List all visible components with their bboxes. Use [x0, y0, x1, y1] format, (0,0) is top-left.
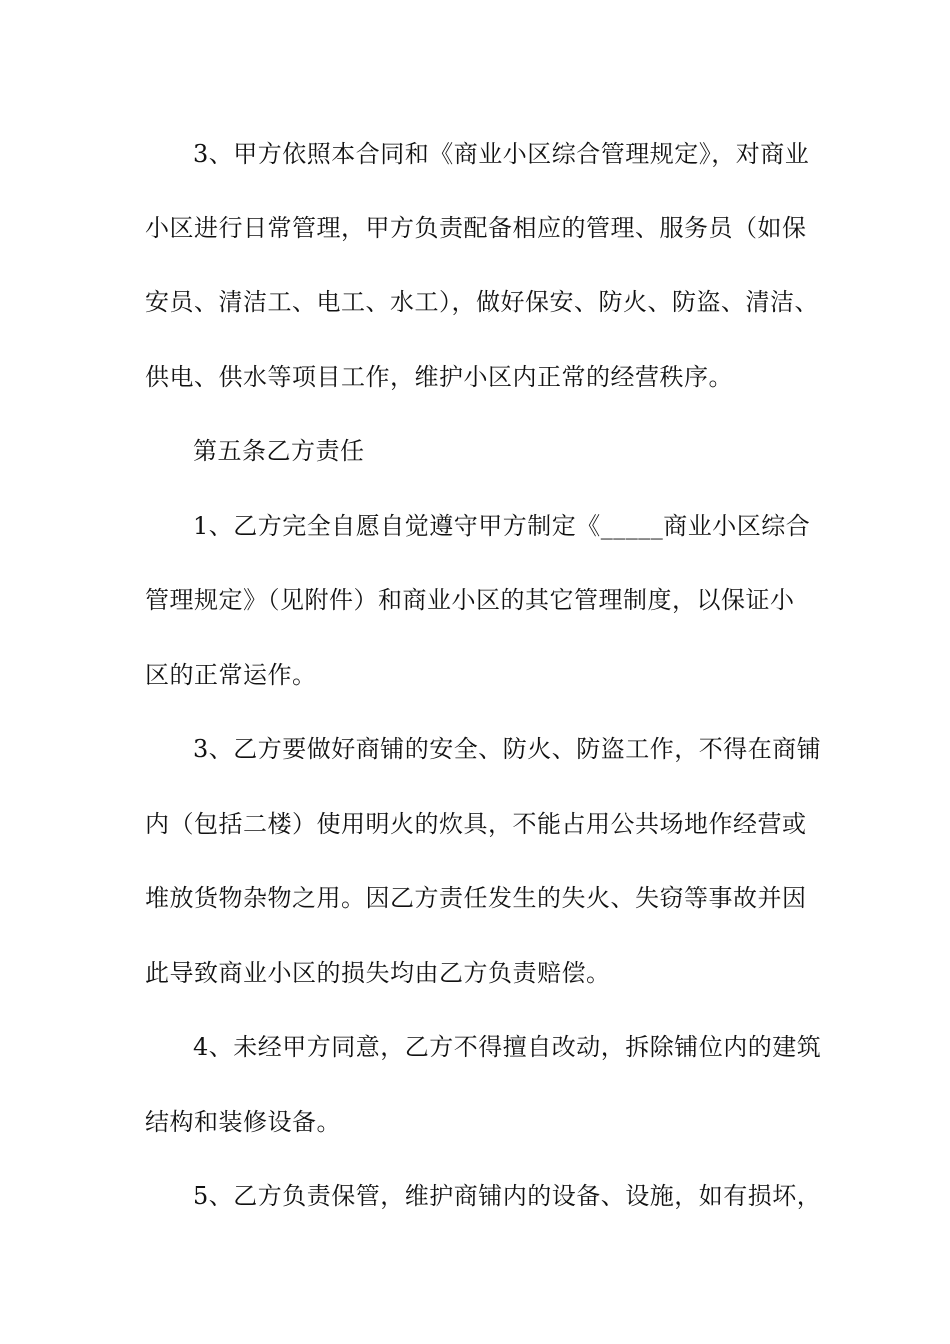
text-line: 堆放货物杂物之用。因乙方责任发生的失火、失窃等事故并因 — [145, 884, 807, 912]
text-line: 区的正常运作。 — [145, 661, 317, 689]
text-line: 此导致商业小区的损失均由乙方负责赔偿。 — [145, 959, 611, 987]
text-line: 供电、供水等项目工作，维护小区内正常的经营秩序。 — [145, 363, 733, 391]
text-line: 1、乙方完全自愿自觉遵守甲方制定《_____商业小区综合 — [193, 512, 811, 540]
text-line: 4、未经甲方同意，乙方不得擅自改动，拆除铺位内的建筑 — [193, 1033, 822, 1061]
text-line: 管理规定》（见附件）和商业小区的其它管理制度，以保证小 — [145, 586, 795, 614]
text-line: 结构和装修设备。 — [145, 1108, 341, 1136]
text-line: 3、甲方依照本合同和《商业小区综合管理规定》，对商业 — [193, 140, 810, 168]
text-line: 内（包括二楼）使用明火的炊具，不能占用公共场地作经营或 — [145, 810, 807, 838]
section-heading: 第五条乙方责任 — [193, 437, 365, 465]
text-line: 5、乙方负责保管，维护商铺内的设备、设施，如有损坏， — [193, 1182, 822, 1210]
text-line: 小区进行日常管理，甲方负责配备相应的管理、服务员（如保 — [145, 214, 807, 242]
text-line: 3、乙方要做好商铺的安全、防火、防盗工作，不得在商铺 — [193, 735, 822, 763]
text-line: 安员、清洁工、电工、水工），做好保安、防火、防盗、清洁、 — [145, 288, 819, 316]
